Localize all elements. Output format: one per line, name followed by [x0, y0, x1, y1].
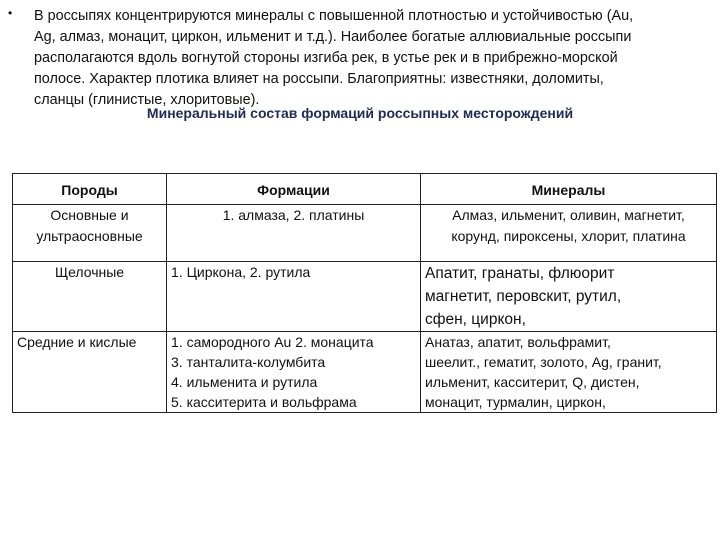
- paragraph-text: [34, 6, 714, 111]
- cell-line: монацит, турмалин, циркон,: [425, 394, 606, 410]
- cell-line: 1. алмаза, 2. платины: [222, 207, 365, 223]
- cell-line: ильменит, касситерит, Q, дистен,: [425, 374, 640, 390]
- cell-line: 1. самородного Au 2. монацита: [171, 334, 374, 350]
- paragraph-line: сланцы (глинистые, хлоритовые).: [34, 92, 260, 108]
- minerals-cell: [421, 332, 717, 413]
- table-row: [13, 332, 717, 413]
- cell-line: шеелит., гематит, золото, Ag, гранит,: [425, 354, 662, 370]
- cell-line: Апатит, гранаты, флюорит: [425, 265, 615, 282]
- rock-cell: [13, 262, 167, 332]
- formations-cell: [167, 205, 421, 262]
- paragraph-line: располагаются вдоль вогнутой стороны изгиба рек, в устье рек и в прибрежно-морской: [34, 50, 618, 66]
- cell-line: Щелочные: [54, 264, 125, 280]
- minerals-table: [12, 173, 717, 413]
- cell-line: корунд, пироксены, хлорит, платина: [451, 228, 686, 244]
- cell-line: ультраосновные: [36, 228, 143, 244]
- paragraph-line: Ag, алмаз, монацит, циркон, ильменит и т.д.). Наиболее богатые аллювиальные россыпи: [34, 29, 632, 45]
- formations-cell: [167, 262, 421, 332]
- cell-line: 5. касситерита и вольфрама: [171, 394, 357, 410]
- cell-line: 3. танталита-колумбита: [171, 354, 326, 370]
- formations-cell: [167, 332, 421, 413]
- cell-line: Средние и кислые: [17, 334, 137, 350]
- table-row: [13, 262, 717, 332]
- minerals-cell: [421, 205, 717, 262]
- cell-line: магнетит, перовскит, рутил,: [425, 288, 622, 305]
- cell-line: сфен, циркон,: [425, 311, 526, 328]
- rock-cell: [13, 332, 167, 413]
- header-formations: Формации: [167, 174, 421, 205]
- table-row: [13, 205, 717, 262]
- cell-line: Анатаз, апатит, вольфрамит,: [425, 334, 611, 350]
- table-header-row: [13, 174, 717, 205]
- table-title: Минеральный состав формаций россыпных месторождений: [146, 105, 574, 121]
- minerals-cell: [421, 262, 717, 332]
- paragraph-line: В россыпях концентрируются минералы с повышенной плотностью и устойчивостью (Au,: [34, 8, 634, 24]
- header-minerals: Минералы: [421, 174, 717, 205]
- paragraph-line: полосе. Характер плотика влияет на россыпи. Благоприятны: известняки, доломиты,: [34, 71, 604, 87]
- bullet-mark: •: [8, 6, 13, 20]
- header-rocks: Породы: [13, 174, 167, 205]
- cell-line: Основные и: [50, 207, 129, 223]
- cell-line: Алмаз, ильменит, оливин, магнетит,: [452, 207, 685, 223]
- cell-line: 1. Циркона, 2. рутила: [171, 264, 311, 280]
- cell-line: 4. ильменита и рутила: [171, 374, 318, 390]
- rock-cell: [13, 205, 167, 262]
